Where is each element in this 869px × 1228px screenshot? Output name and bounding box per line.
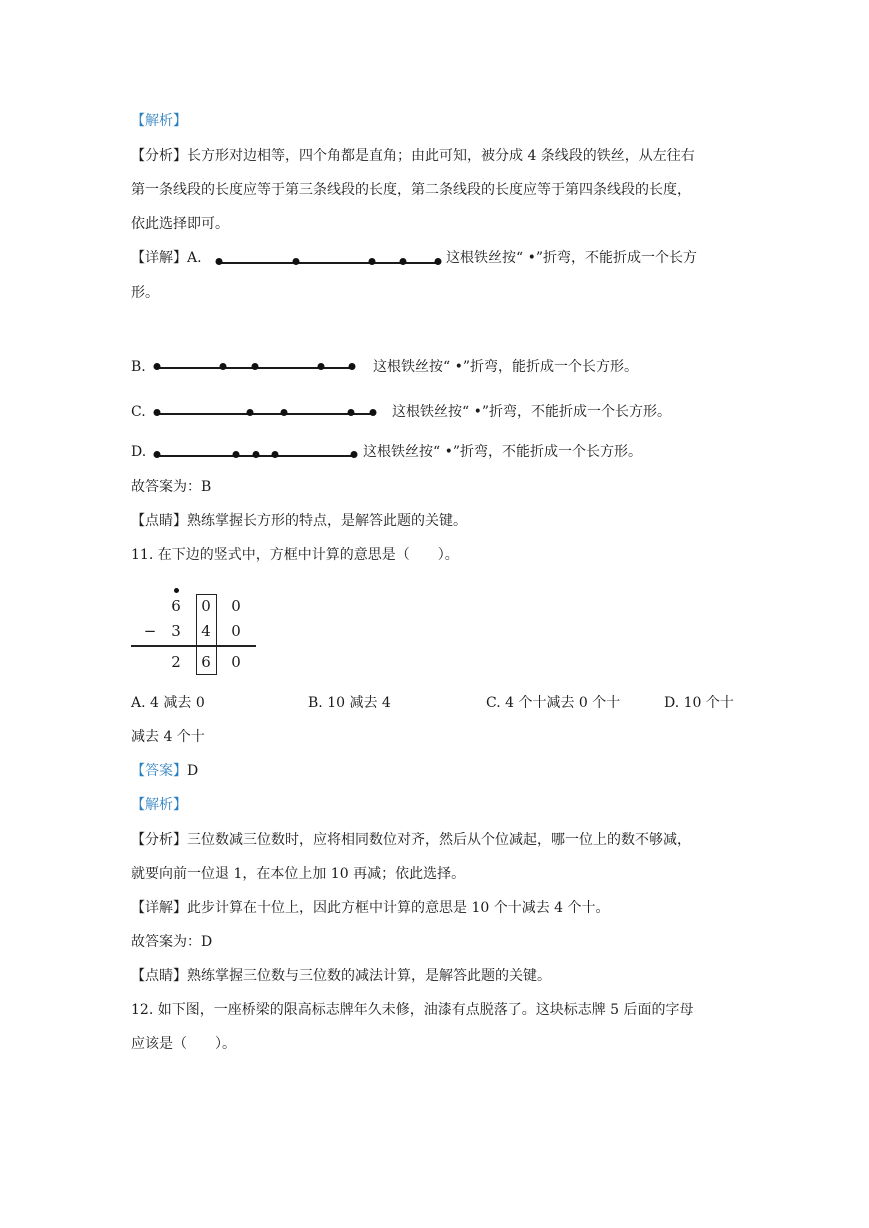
bend-point: [351, 451, 358, 458]
q11-option-c: C. 4 个十减去 0 个十: [486, 695, 621, 711]
option-c-label: C.: [131, 404, 146, 420]
r3-tens: 6: [201, 653, 211, 671]
fenxi-line-2: 第一条线段的长度应等于第三条线段的长度，第二条线段的长度应等于第四条线段的长度，: [131, 182, 691, 198]
option-a-text-wrap: 形。: [131, 285, 159, 301]
option-a-text: 这根铁丝按“ •”折弯，不能折成一个长方: [446, 250, 698, 266]
option-b-text: 这根铁丝按“ •”折弯，能折成一个长方形。: [373, 359, 639, 375]
bend-point: [272, 451, 279, 458]
bend-point: [251, 363, 258, 370]
xiangjie-a-line: 【详解】A.: [131, 250, 202, 266]
bend-point: [370, 409, 377, 416]
q11-option-d-wrap: 减去 4 个十: [131, 729, 205, 745]
bend-point: [154, 451, 161, 458]
q11-option-b: B. 10 减去 4: [308, 695, 391, 711]
r1-hundreds: 6: [171, 597, 181, 615]
q11-option-d: D. 10 个十: [664, 695, 734, 711]
wire-d: [157, 451, 354, 459]
option-c-text: 这根铁丝按“ •”折弯，不能折成一个长方形。: [392, 404, 672, 420]
dianjing-line: 【点睛】熟练掌握长方形的特点，是解答此题的关键。: [131, 513, 467, 529]
r1-ones: 0: [231, 597, 241, 615]
r2-tens: 4: [201, 622, 211, 640]
bend-point: [399, 258, 406, 265]
jiexi-heading: 【解析】: [131, 113, 187, 129]
wire-a: [219, 258, 438, 266]
wire-c: [157, 409, 373, 417]
bend-point: [220, 363, 227, 370]
wire-line: [157, 413, 373, 415]
bend-point: [154, 363, 161, 370]
bend-point: [216, 258, 223, 265]
bend-point: [154, 409, 161, 416]
r2-ones: 0: [231, 622, 241, 640]
q11-answer: 【答案】D: [131, 763, 199, 779]
q11-dianjing: 【点睛】熟练掌握三位数与三位数的减法计算，是解答此题的关键。: [131, 968, 551, 984]
q11-answer-line: 故答案为：D: [131, 934, 213, 950]
bend-point: [232, 451, 239, 458]
borrow-dot: [174, 588, 179, 593]
answer-line: 故答案为：B: [131, 479, 212, 495]
bend-point: [348, 409, 355, 416]
q11-xiangjie: 【详解】此步计算在十位上，因此方框中计算的意思是 10 个十减去 4 个十。: [131, 900, 610, 916]
vertical-subtraction: [131, 584, 261, 680]
r2-hundreds: 3: [171, 622, 181, 640]
r3-ones: 0: [231, 653, 241, 671]
option-b-label: B.: [131, 359, 146, 375]
bend-point: [292, 258, 299, 265]
q11-fenxi-line-1: 【分析】三位数减三位数时，应将相同数位对齐，然后从个位减起，哪一位上的数不够减，: [131, 832, 691, 848]
bend-point: [246, 409, 253, 416]
q12-stem-line-2: 应该是（ ）。: [131, 1036, 236, 1052]
tens-highlight-box: [196, 594, 217, 675]
fenxi-line-3: 依此选择即可。: [131, 216, 229, 232]
q12-stem-line-1: 12. 如下图，一座桥梁的限高标志牌年久未修，油漆有点脱落了。这块标志牌 5 后面的字母: [131, 1002, 694, 1018]
bend-point: [252, 451, 259, 458]
q11-jiexi-heading: 【解析】: [131, 797, 187, 813]
wire-b: [157, 363, 352, 371]
option-d-text: 这根铁丝按“ •”折弯，不能折成一个长方形。: [363, 444, 643, 460]
option-d-label: D.: [131, 444, 147, 460]
bend-point: [369, 258, 376, 265]
fenxi-line-1: 【分析】长方形对边相等，四个角都是直角；由此可知，被分成 4 条线段的铁丝，从左往右: [131, 148, 695, 164]
q11-fenxi-line-2: 就要向前一位退 1，在本位上加 10 再减；依此选择。: [131, 866, 466, 882]
bend-point: [317, 363, 324, 370]
r1-tens: 0: [201, 597, 211, 615]
r3-hundreds: 2: [171, 653, 181, 671]
bend-point: [349, 363, 356, 370]
q11-option-a: A. 4 减去 0: [131, 695, 205, 711]
q11-stem: 11. 在下边的竖式中，方框中计算的意思是（ ）。: [131, 547, 459, 563]
bend-point: [281, 409, 288, 416]
sum-line: [131, 645, 256, 647]
minus-sign: −: [143, 622, 157, 640]
bend-point: [435, 258, 442, 265]
